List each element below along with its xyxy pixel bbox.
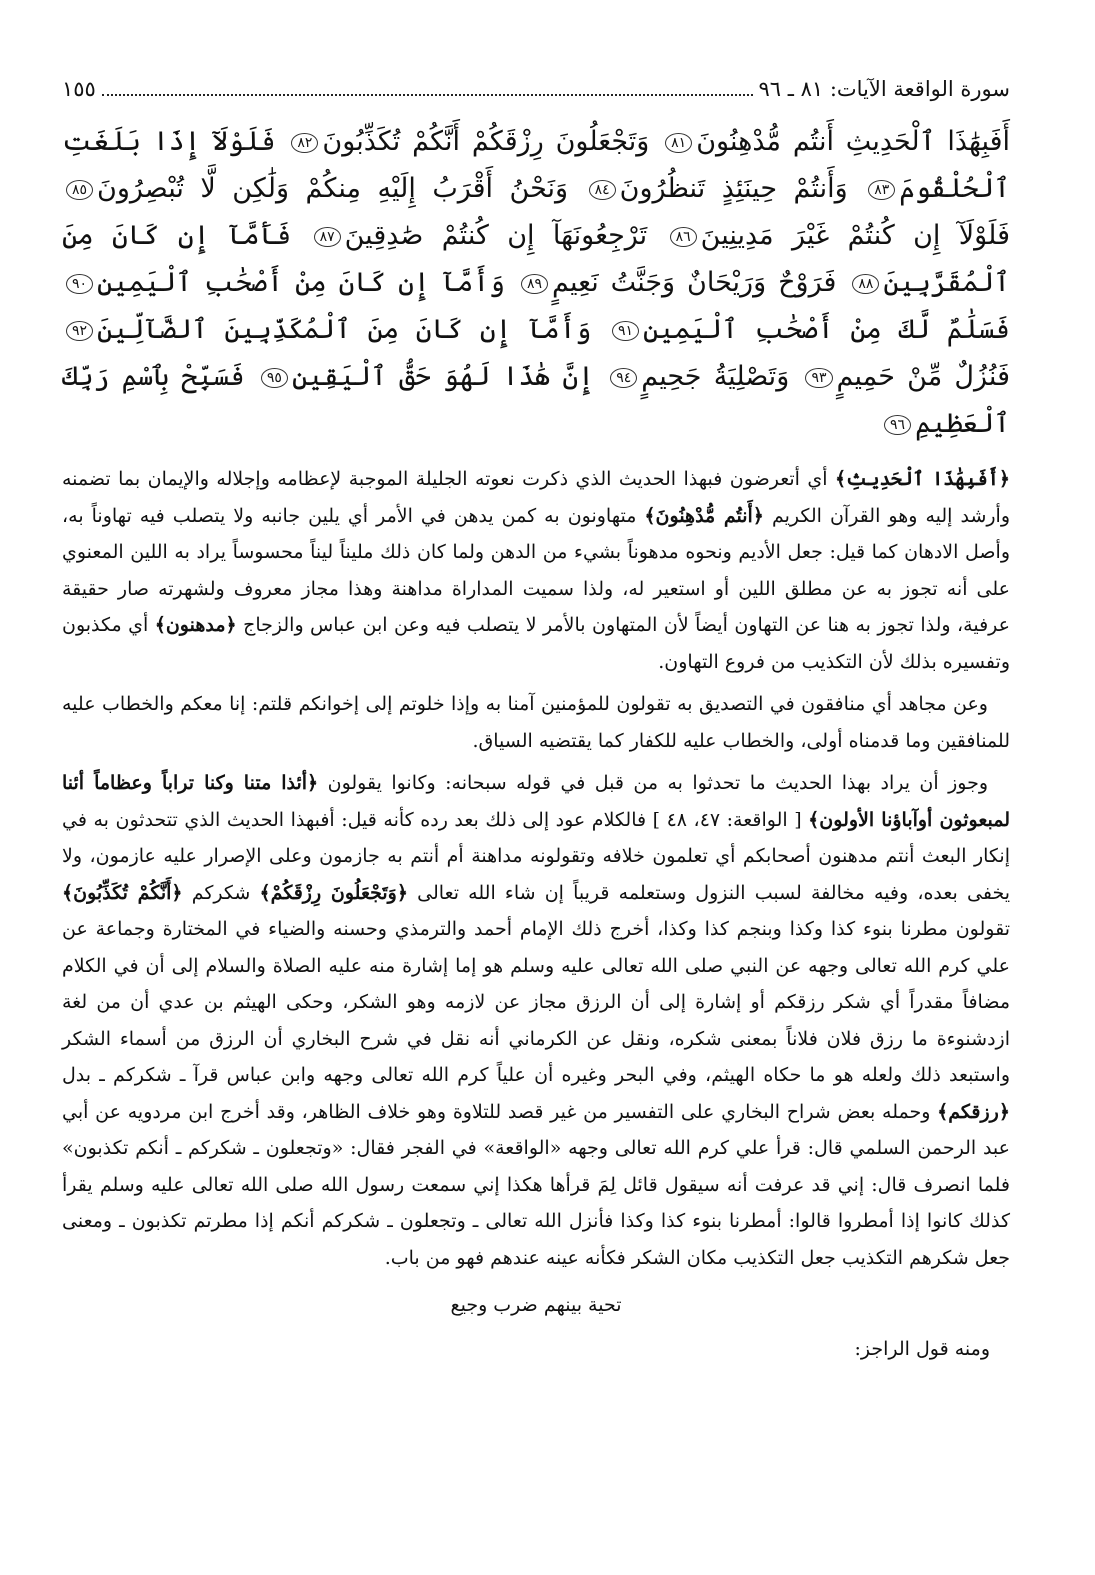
poetry-line: تحية بينهم ضرب وجيع bbox=[450, 1294, 622, 1316]
tafsir-commentary bbox=[62, 461, 1010, 1276]
quoted-verse: ﴿رزقكم﴾ bbox=[937, 1100, 1010, 1123]
ayah-number-marker: ٨٢ bbox=[291, 133, 318, 153]
tafsir-text: تقولون مطرنا بنوء كذا وكذا وبنجم كذا وكذا، أخرج ذلك الإمام أحمد والترمذي وحسنه والضياء في المختارة وجماعة عن علي كرم الله تعالى وجهه عن النبي صلى الله تعالى عليه وسلم هو إما إشارة منه عليه الصلاة والسلام إلى أن في الكلام مضافاً مقدراً أي شكر رزقكم أو إشارة إلى أن الرزق مجاز عن لازمه وهو الشكر، وحكى الهيثم بن عدي أن من لغة ازدشنوءة ما رزق فلان فلاناً بمعنى شكره، ونقل عن الكرماني أنه نقل في شرح البخاري أن الرزق من أسماء الشكر واستبعد ذلك ولعله هو ما حكاه الهيثم، وفي البحر وغيره أن علياً كرم الله تعالى وجهه وابن عباس قرآ ـ شكركم ـ بدل bbox=[62, 918, 1010, 1086]
quoted-verse: ﴿وَتَجْعَلُونَ رِزْقَكُمْ﴾ bbox=[259, 881, 408, 904]
tafsir-text: وحمله بعض شراح البخاري على التفسير من غير قصد للتلاوة وهو خلاف الظاهر، وقد أخرج ابن مردويه عن أبي عبد الرحمن السلمي قال: قرأ علي كرم الله تعالى وجهه «الواقعة» في الفجر فقال: «وتجعلون ـ شكركم ـ أنكم تكذبون» فلما انصرف قال: إني قد عرفت أنه سيقول قائل لِمَ قرأها هكذا إني سمعت رسول الله صلى الله تعالى عليه وسلم يقرأ كذلك كانوا إذا أمطروا قالوا: أمطرنا بنوء كذا وكذا فأنزل الله تعالى ـ وتجعلون ـ شكركم أنكم إذا مطرتم تكذبون ـ ومعنى جعل شكرهم التكذيب جعل التكذيب مكان الشكر فكأنه عينه عندهم فهو من باب. bbox=[62, 1100, 1010, 1269]
quoted-verse: ﴿أئذا متنا وكنا تراباً وعظاماً أئنا لمبعوثون أوآباؤنا الأولون﴾ bbox=[62, 772, 1011, 831]
tafsir-paragraph bbox=[62, 461, 1010, 680]
ayah-text: فَلَوْلَآ إِذَا بَلَغَتِ ٱلْحُلْقُومَ bbox=[62, 126, 1010, 204]
ayah-number-marker: ٩٠ bbox=[66, 274, 93, 294]
ayah-number-marker: ٩٦ bbox=[884, 415, 911, 435]
ayah-text: فَرَوْحٌ وَرَيْحَانٌ وَجَنَّتُ نَعِيمٍ bbox=[552, 267, 837, 298]
ayah-text: وَتَجْعَلُونَ رِزْقَكُمْ أَنَّكُمْ تُكَذِّبُونَ bbox=[322, 126, 650, 157]
ayah-text: إِنَّ هَٰذَا لَهُوَ حَقُّ ٱلْيَقِينِ bbox=[291, 361, 594, 392]
ayah-text: وَتَصْلِيَةُ جَحِيمٍ bbox=[641, 361, 790, 392]
closing-line: ومنه قول الراجز: bbox=[854, 1338, 990, 1360]
ayah-number-marker: ٨٩ bbox=[521, 274, 548, 294]
ayah-number-marker: ٨٥ bbox=[66, 180, 93, 200]
quran-verses-block bbox=[62, 118, 1010, 447]
ayah-text: أَفَبِهَٰذَا ٱلْحَدِيثِ أَنتُم مُّدْهِنُونَ bbox=[696, 126, 1010, 157]
quoted-verse: ﴿أَنَّكُمْ تُكَذِّبُونَ﴾ bbox=[62, 881, 183, 904]
ayah-text: وَأَنتُمْ حِينَئِذٍ تَنظُرُونَ bbox=[619, 173, 848, 204]
ayah-text: فَنُزُلٌ مِّنْ حَمِيمٍ bbox=[836, 361, 1010, 392]
page-header bbox=[62, 72, 1010, 106]
ayah-text: فَلَوْلَآ إِن كُنتُمْ غَيْرَ مَدِينِينَ bbox=[700, 220, 1010, 251]
ayah-number-marker: ٨٦ bbox=[670, 227, 697, 247]
quoted-verse: ﴿مدهنون﴾ bbox=[154, 614, 237, 636]
ayah-number-marker: ٨٨ bbox=[852, 274, 879, 294]
ayah-text: فَسَبِّحْ بِٱسْمِ رَبِّكَ ٱلْعَظِيمِ bbox=[62, 361, 1010, 439]
tafsir-text: وجوز أن يراد بهذا الحديث ما تحدثوا به من قبل في قوله سبحانه: وكانوا يقولون bbox=[318, 772, 988, 794]
ayah-number-marker: ٩٢ bbox=[66, 321, 93, 341]
ayah-number-marker: ٨٣ bbox=[868, 180, 895, 200]
ayah-text: وَأَمَّآ إِن كَانَ مِنَ ٱلْمُكَذِّبِينَ ٱلضَّآلِّينَ bbox=[97, 314, 592, 345]
ayah-number-marker: ٩٣ bbox=[805, 368, 832, 388]
tafsir-paragraph bbox=[62, 765, 1010, 1276]
page-number: ١٥٥ bbox=[62, 77, 96, 101]
tafsir-paragraph: وعن مجاهد أي منافقون في التصديق به تقولون للمؤمنين آمنا به وإذا خلوتم إلى إخوانكم قلتم: إنا معكم والخطاب عليه للمنافقين وما قدمناه أولى، والخطاب عليه للكفار كما يقتضيه السياق. bbox=[62, 693, 1010, 752]
tafsir-text: [ الواقعة: ٤٧، ٤٨ ] فالكلام عود إلى ذلك بعد رده كأنه قيل: أفبهذا الحديث الذي تتحدثون به في إنكار البعث أنتم مدهنون أصحابكم أي تعلمون خلافه وتقولونه مداهنة أم أنتم به جازمون وعلى الإصرار عليه عازمون، ولا يخفى بعده، وفيه مخالفة لسبب النزول وستعلمه قريباً إن شاء الله تعالى bbox=[62, 808, 1010, 904]
ayah-number-marker: ٨٤ bbox=[589, 180, 616, 200]
quoted-verse: ﴿أَفَبِهَٰذَا ٱلْحَدِيثِ﴾ bbox=[834, 468, 1010, 490]
ayah-number-marker: ٩٥ bbox=[261, 368, 288, 388]
ayah-number-marker: ٩١ bbox=[612, 321, 639, 341]
ayah-number-marker: ٩٤ bbox=[610, 368, 637, 388]
tafsir-text: شكركم bbox=[182, 881, 260, 904]
ayah-text: وَأَمَّآ إِن كَانَ مِنْ أَصْحَٰبِ ٱلْيَمِينِ bbox=[97, 267, 506, 298]
running-title: سورة الواقعة الآيات: ٨١ ـ ٩٦ bbox=[758, 77, 1010, 101]
quoted-verse: ﴿أَنتُم مُّدْهِنُونَ﴾ bbox=[644, 504, 764, 527]
ayah-number-marker: ٨١ bbox=[665, 133, 692, 153]
ayah-text: فَأَمَّآ إِن كَانَ مِنَ ٱلْمُقَرَّبِينَ bbox=[62, 220, 1010, 298]
ayah-text: تَرْجِعُونَهَآ إِن كُنتُمْ صَٰدِقِينَ bbox=[344, 220, 648, 251]
ayah-text: وَنَحْنُ أَقْرَبُ إِلَيْهِ مِنكُمْ وَلَٰكِن لَّا تُبْصِرُونَ bbox=[97, 173, 569, 204]
tafsir-text: متهاونون به كمن يدهن في الأمر أي يلين جانبه ولا يتصلب فيه تهاوناً به، وأصل الادهان كما قيل: جعل الأديم ونحوه مدهوناً بشيء من الدهن ولما كان ذلك مليناً ليناً محسوساً يراد به اللين المعنوي على أنه تجوز به عن مطلق اللين أو استعير له، ولذا سميت المداراة مداهنة وهذا مجاز معروف ولشهرته صار حقيقة عرفية، ولذا تجوز به هنا عن التهاون أيضاً لأن المتهاون بالأمر لا يتصلب فيه وعن ابن عباس والزجاج bbox=[62, 504, 1010, 636]
header-dot-leader bbox=[102, 74, 753, 96]
ayah-text: فَسَلَٰمٌ لَّكَ مِنْ أَصْحَٰبِ ٱلْيَمِينِ bbox=[643, 314, 1010, 345]
tafsir-text: أي أتعرضون فبهذا الحديث الذي ذكرت نعوته الجليلة الموجبة لإعظامه وإجلاله والإيمان بما تضمنه وأرشد إليه وهو القرآن الكريم bbox=[62, 468, 1010, 527]
ayah-number-marker: ٨٧ bbox=[314, 227, 341, 247]
tafsir-text: أي مكذبون وتفسيره بذلك لأن التكذيب من فروع التهاون. bbox=[62, 614, 1010, 673]
